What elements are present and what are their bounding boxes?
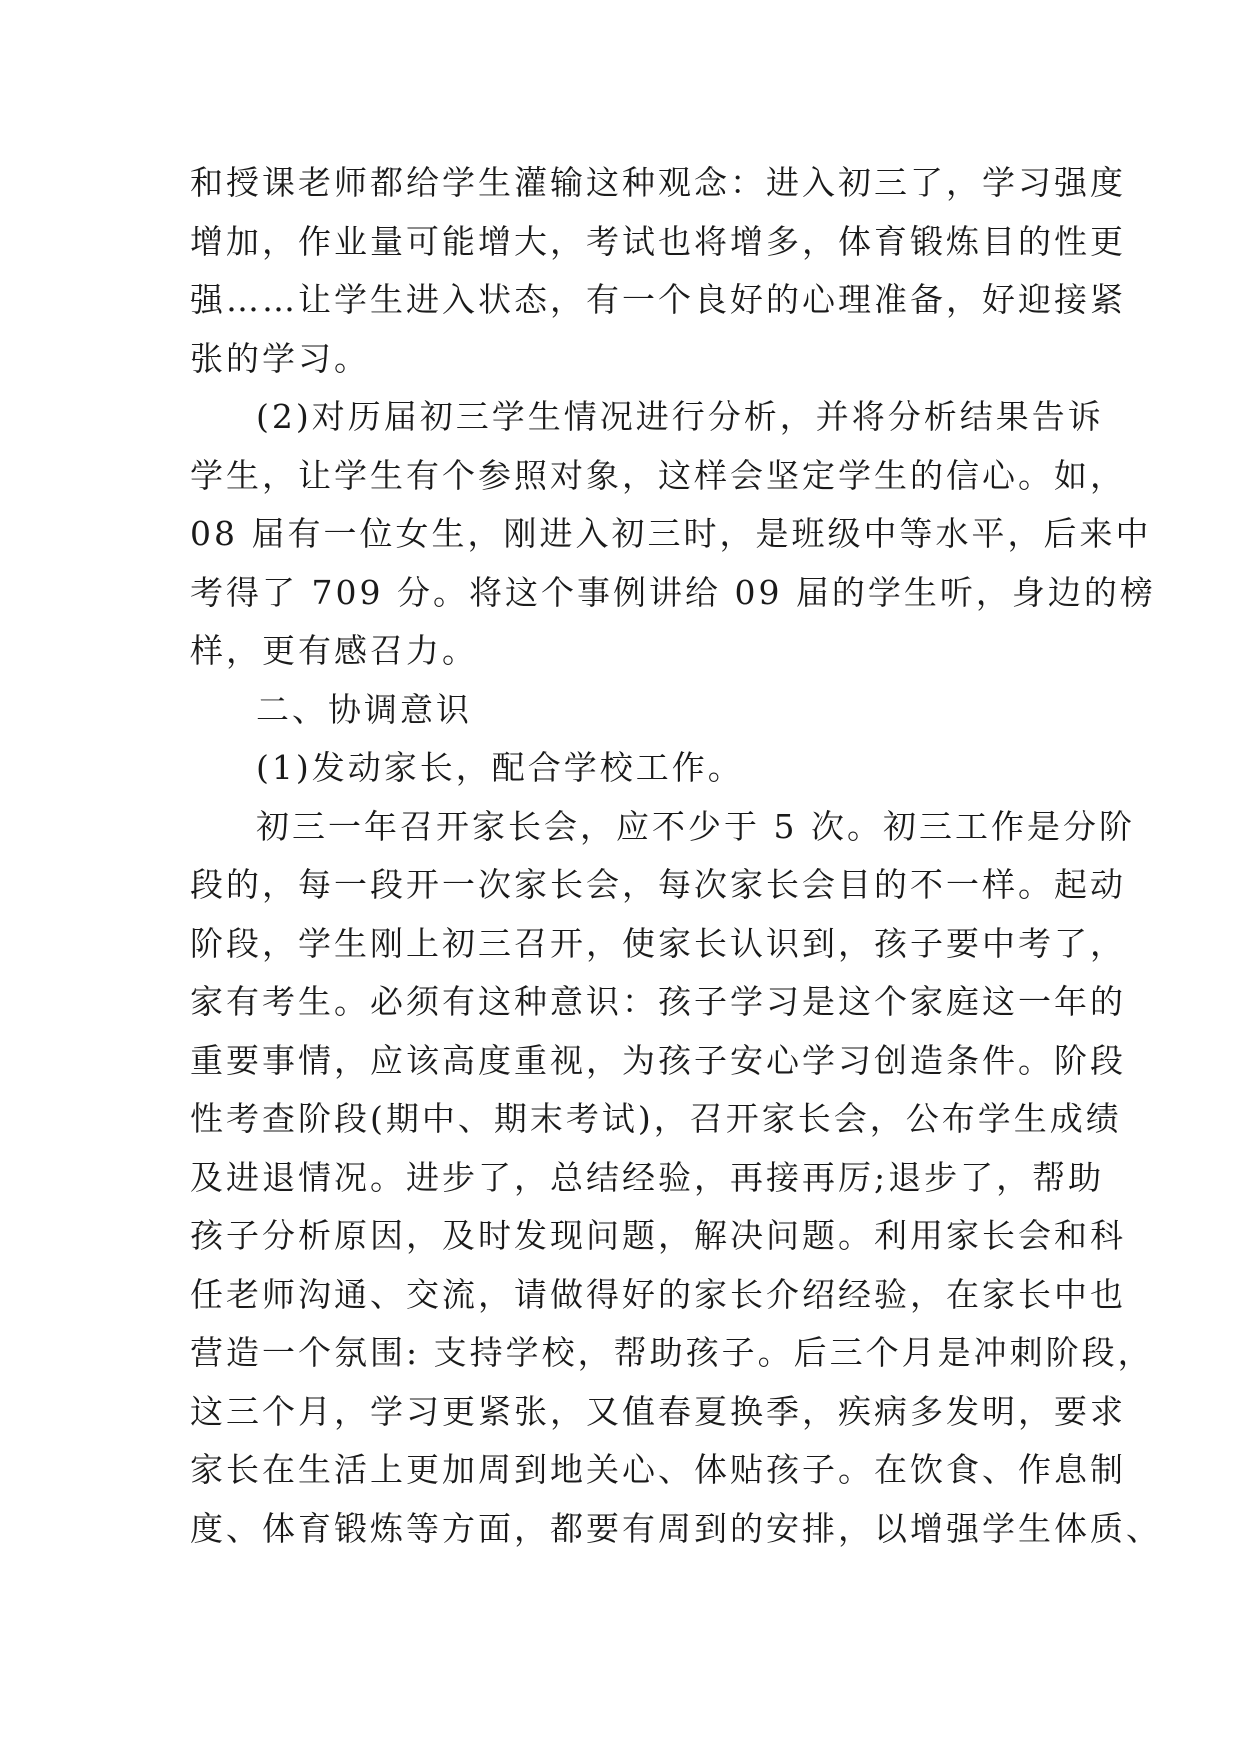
text-line: 重要事情，应该高度重视，为孩子安心学习创造条件。阶段 [190,1040,1126,1080]
text-line: 任老师沟通、交流，请做得好的家长介绍经验，在家长中也 [190,1274,1126,1314]
text-line: 家长在生活上更加周到地关心、体贴孩子。在饮食、作息制 [190,1450,1126,1489]
text-line: 性考查阶段(期中、期末考试)，召开家长会，公布学生成绩 [190,1099,1122,1138]
body-text [190,154,1162,1558]
text-line: 考得了 709 分。将这个事例讲给 09 届的学生听，身边的榜 [190,572,1156,612]
subsection-heading: (1)发动家长，配合学校工作。 [256,748,744,787]
text-line: 营造一个氛围: 支持学校，帮助孩子。后三个月是冲刺阶段， [190,1333,1154,1372]
paragraph-start-line: 初三一年召开家长会，应不少于 5 次。初三工作是分阶 [256,806,1135,846]
paragraph-start-line: (2)对历届初三学生情况进行分析，并将分析结果告诉 [256,397,1104,436]
text-line: 强……让学生进入状态，有一个良好的心理准备，好迎接紧 [190,280,1126,319]
text-line: 阶段，学生刚上初三召开，使家长认识到，孩子要中考了， [190,923,1126,963]
text-line: 这三个月，学习更紧张，又值春夏换季，疾病多发明，要求 [190,1391,1126,1431]
text-line: 及进退情况。进步了，总结经验，再接再厉;退步了，帮助 [190,1157,1105,1197]
text-line: 增加，作业量可能增大，考试也将增多，体育锻炼目的性更 [190,221,1126,261]
text-line: 样，更有感召力。 [190,631,478,670]
section-heading: 二、协调意识 [256,689,472,729]
text-line: 家有考生。必须有这种意识：孩子学习是这个家庭这一年的 [190,982,1126,1021]
text-line: 学生，让学生有个参照对象，这样会坚定学生的信心。如， [190,455,1126,495]
text-line: 段的，每一段开一次家长会，每次家长会目的不一样。起动 [190,865,1126,904]
text-line: 和授课老师都给学生灌输这种观念：进入初三了，学习强度 [190,163,1126,202]
text-line: 08 届有一位女生，刚进入初三时，是班级中等水平，后来中 [190,514,1152,553]
text-line: 孩子分析原因，及时发现问题，解决问题。利用家长会和科 [190,1216,1126,1255]
text-line: 张的学习。 [190,338,370,378]
text-line: 度、体育锻炼等方面，都要有周到的安排，以增强学生体质、 [190,1508,1162,1548]
